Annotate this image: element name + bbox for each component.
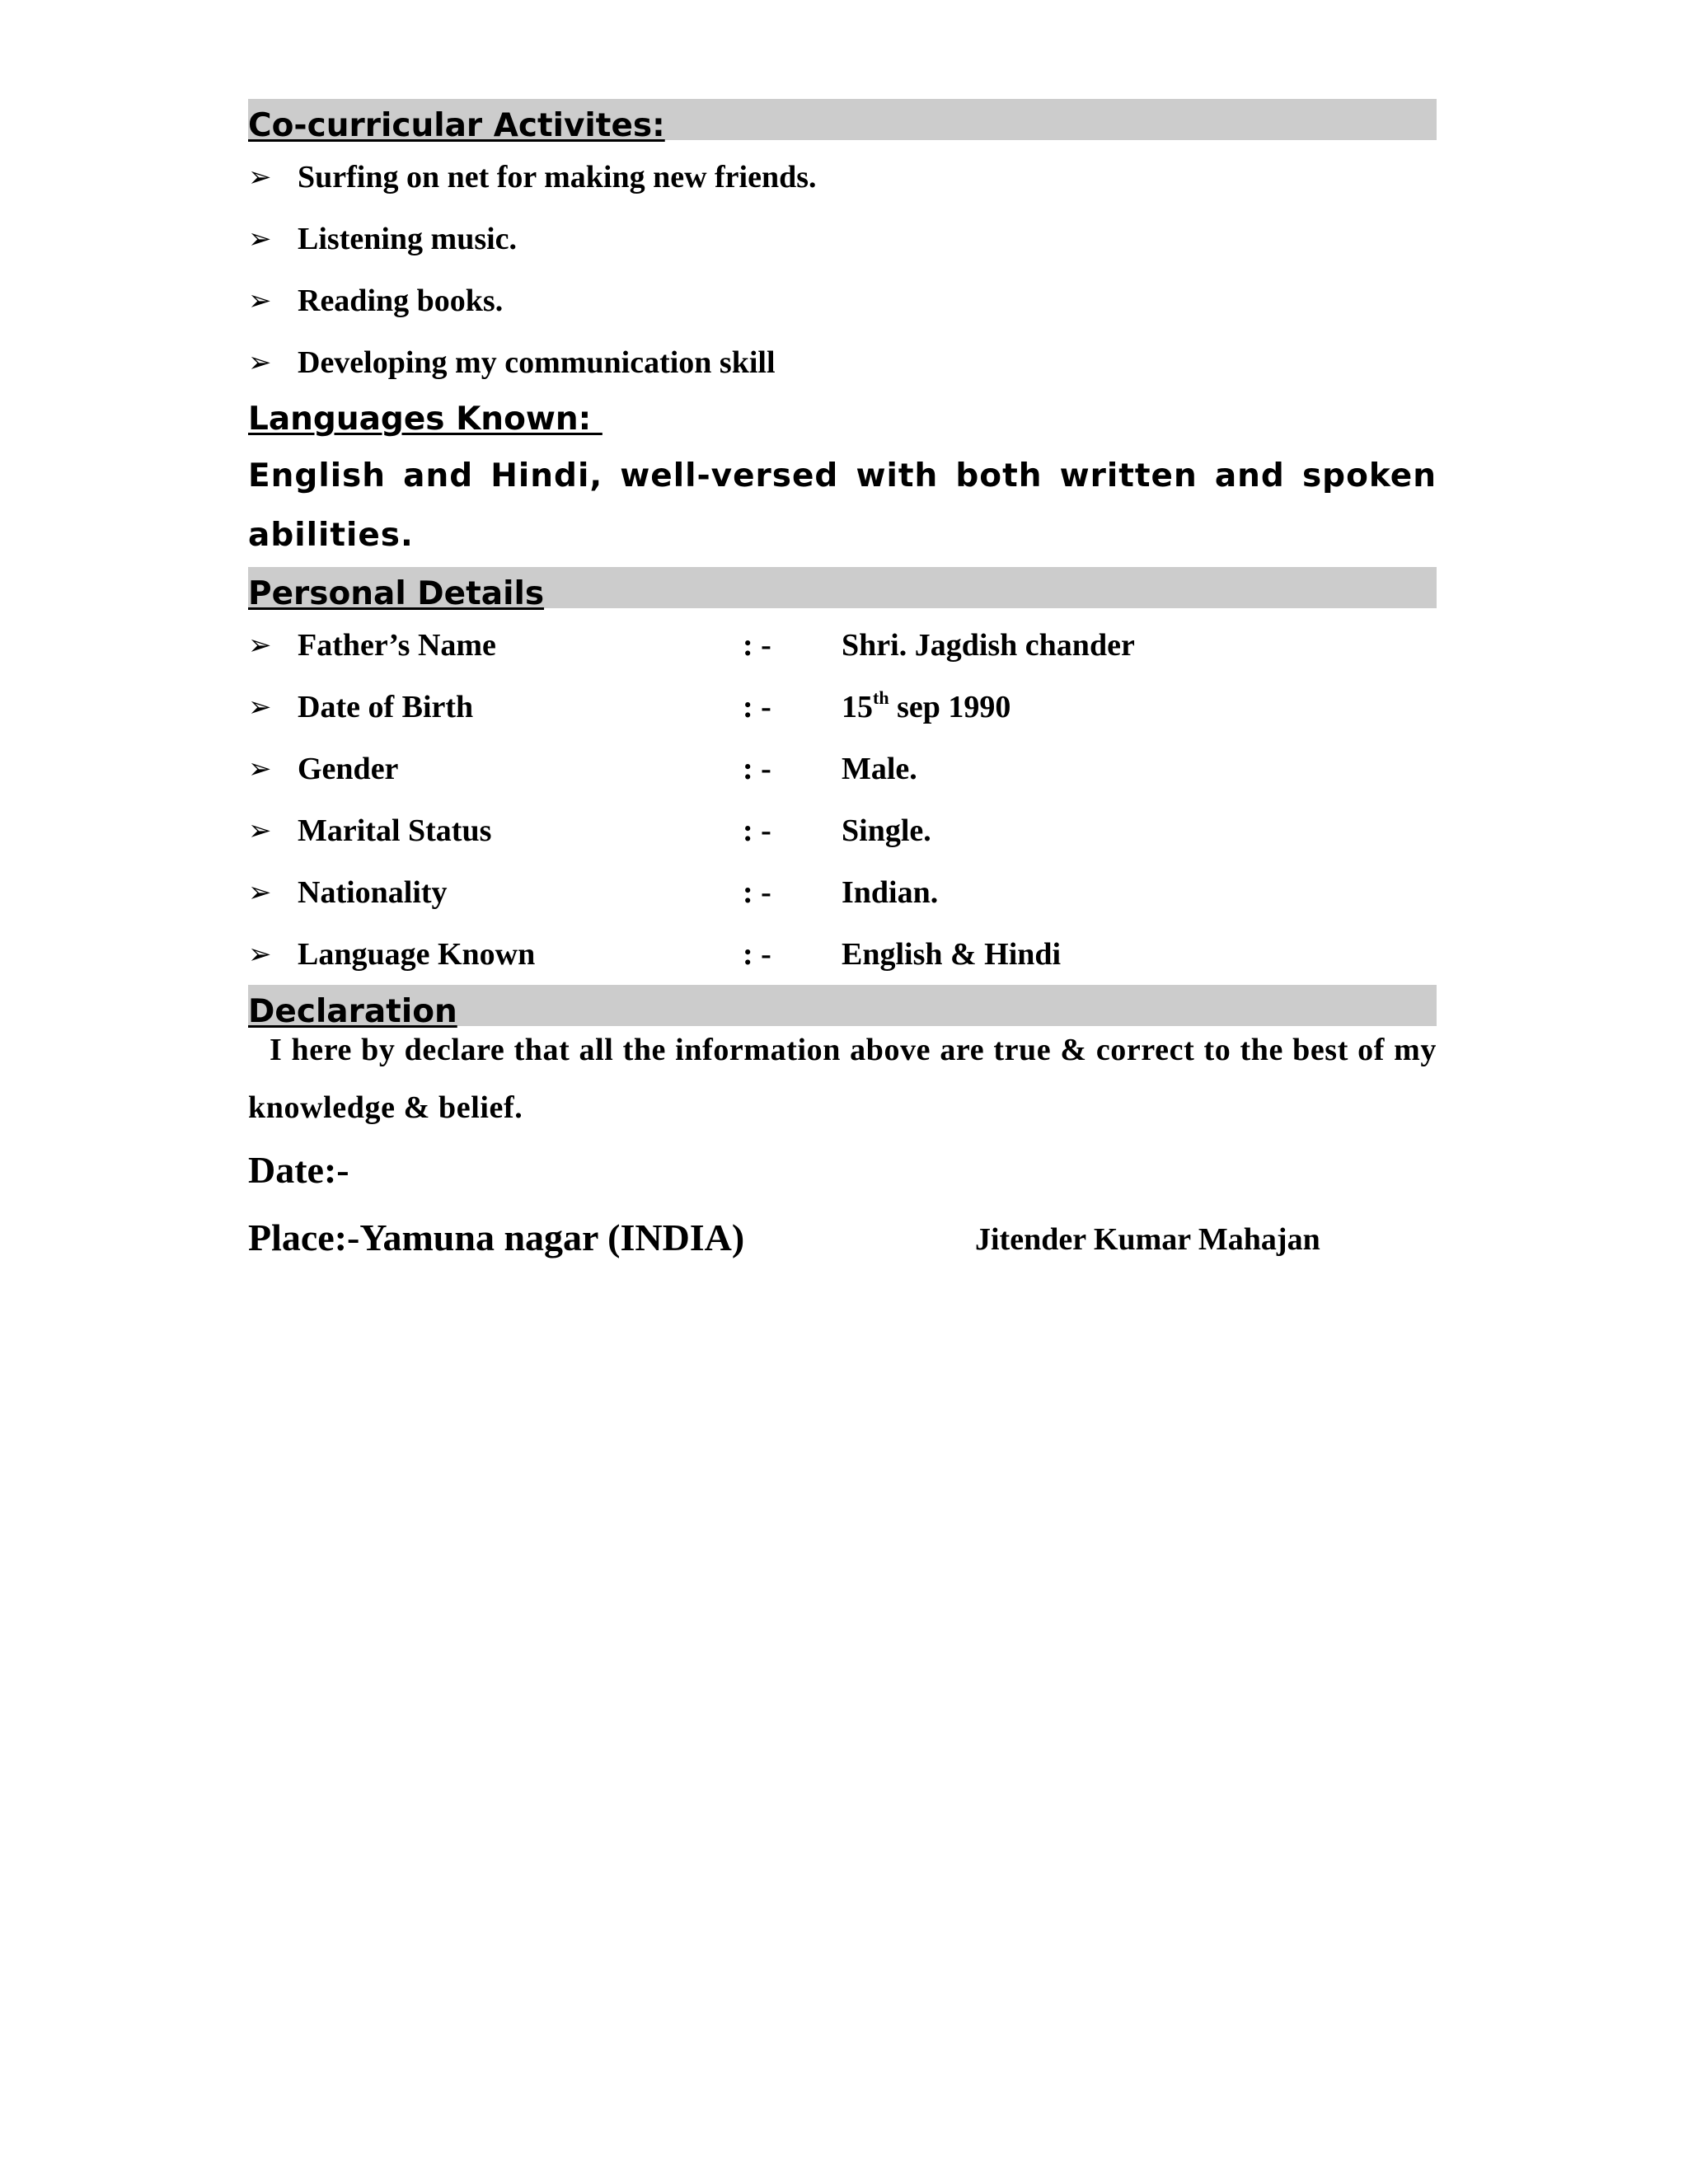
list-item bbox=[248, 146, 1437, 208]
list-item bbox=[248, 331, 1437, 393]
detail-separator: : - bbox=[743, 813, 771, 848]
list-item-text: Developing my communication skill bbox=[298, 344, 776, 380]
personal-section-bar bbox=[248, 567, 1437, 612]
arrow-bullet-icon: ➢ bbox=[248, 345, 272, 379]
dob-month-year: sep 1990 bbox=[889, 689, 1011, 724]
detail-value: English & Hindi bbox=[842, 936, 1062, 972]
detail-separator: : - bbox=[743, 874, 771, 910]
dob-ordinal-suffix: th bbox=[873, 687, 889, 708]
declaration-heading: Declaration bbox=[248, 993, 457, 1030]
detail-row-marital-status bbox=[248, 799, 1437, 861]
date-line: Date:- bbox=[248, 1149, 349, 1191]
languages-heading: Languages Known: bbox=[248, 401, 603, 438]
list-item-text: Surfing on net for making new friends. bbox=[298, 159, 817, 194]
detail-row-language-known bbox=[248, 923, 1437, 985]
detail-separator: : - bbox=[743, 751, 771, 786]
detail-value: Shri. Jagdish chander bbox=[842, 627, 1135, 663]
detail-value: Single. bbox=[842, 813, 931, 848]
detail-row-date-of-birth bbox=[248, 676, 1437, 738]
detail-label: Marital Status bbox=[298, 813, 492, 848]
place-text: Place:-Yamuna nagar (INDIA) bbox=[248, 1216, 745, 1258]
declaration-section-bar bbox=[248, 985, 1437, 1030]
arrow-bullet-icon: ➢ bbox=[248, 937, 272, 971]
list-item bbox=[248, 269, 1437, 331]
arrow-bullet-icon: ➢ bbox=[248, 160, 272, 194]
resume-content bbox=[248, 99, 1437, 1272]
arrow-bullet-icon: ➢ bbox=[248, 690, 272, 724]
arrow-bullet-icon: ➢ bbox=[248, 628, 272, 662]
arrow-bullet-icon: ➢ bbox=[248, 284, 272, 317]
languages-text: English and Hindi, well-versed with both written and spoken abilities. bbox=[248, 457, 1437, 554]
detail-value bbox=[842, 689, 1010, 725]
list-item-text: Reading books. bbox=[298, 283, 504, 318]
list-item bbox=[248, 208, 1437, 269]
cocurricular-heading: Co-curricular Activites: bbox=[248, 107, 665, 144]
declaration-text: I here by declare that all the information above are true & correct to the best of my knowledge & belief. bbox=[248, 1033, 1437, 1125]
detail-row-gender bbox=[248, 738, 1437, 799]
list-item-text: Listening music. bbox=[298, 221, 518, 256]
dob-day: 15 bbox=[842, 689, 873, 724]
arrow-bullet-icon: ➢ bbox=[248, 813, 272, 847]
cocurricular-section-bar bbox=[248, 99, 1437, 144]
signature-name: Jitender Kumar Mahajan bbox=[975, 1222, 1320, 1257]
arrow-bullet-icon: ➢ bbox=[248, 222, 272, 255]
cocurricular-list bbox=[248, 146, 1437, 393]
detail-separator: : - bbox=[743, 627, 771, 663]
personal-heading: Personal Details bbox=[248, 575, 545, 612]
arrow-bullet-icon: ➢ bbox=[248, 752, 272, 785]
detail-separator: : - bbox=[743, 689, 771, 724]
detail-label: Gender bbox=[298, 751, 399, 786]
detail-label: Father’s Name bbox=[298, 627, 496, 663]
detail-row-father-name bbox=[248, 614, 1437, 676]
place-signature-line bbox=[248, 1204, 1437, 1272]
detail-separator: : - bbox=[743, 936, 771, 972]
personal-details-list bbox=[248, 614, 1437, 985]
detail-value: Male. bbox=[842, 751, 917, 786]
detail-value: Indian. bbox=[842, 874, 939, 910]
detail-label: Date of Birth bbox=[298, 689, 474, 724]
detail-label: Language Known bbox=[298, 936, 536, 972]
detail-label: Nationality bbox=[298, 874, 448, 910]
arrow-bullet-icon: ➢ bbox=[248, 875, 272, 909]
detail-row-nationality bbox=[248, 861, 1437, 923]
